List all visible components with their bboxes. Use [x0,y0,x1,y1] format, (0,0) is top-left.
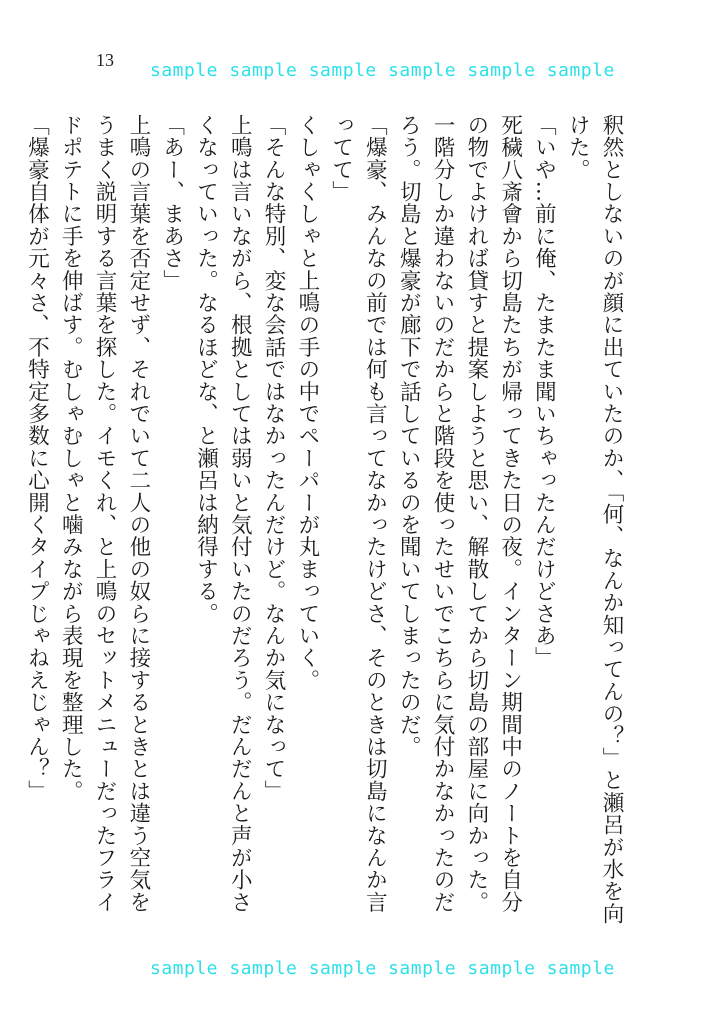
paragraph: 上鳴の言葉を否定せず、それでいて二人の他の奴らに接するときとは違う空気をうまく説明する言葉を探した。イモくれ、と上鳴のセットメニューだったフライドポテトに手を伸ばす。むしゃむしゃと噛みながら表現を整理した。 [58,114,151,914]
sample-watermark-top: sample sample sample sample sample sample [150,60,615,81]
paragraph: 上鳴は言いながら、根拠としては弱いと気付いたのだろう。だんだんと声が小さくなっていった。なるほどな、と瀬呂は納得する。 [193,114,253,914]
paragraph: 「いや…前に俺、たまたま聞いちゃったんだけどさあ」 [531,114,557,669]
paragraph: 「そんな特別、変な会話ではなかったんだけど。なんか気になって」 [261,114,287,803]
paragraph: 「爆豪、みんなの前では何も言ってなかったけどさ、そのときは切島になんか言ってて」 [328,114,388,914]
paragraph: 死穢八斎會から切島たちが帰ってきた日の夜。インターン期間中のノートを自分の物でよければ貸すと提案しようと思い、解散してから切島の部屋に向かった。一階分しか違わないのだからと階段を使ったせいでこちらに気付かなかったのだろう。切島と爆豪が廊下で話しているのを聞いてしまったのだ。 [396,114,523,914]
novel-body-text [24,114,628,934]
paragraph: 「爆豪自体が元々さ、不特定多数に心開くタイプじゃねえじゃん？」 [24,114,50,803]
sample-watermark-bottom: sample sample sample sample sample sample [150,958,615,979]
paragraph: 「あー、まあさ」 [159,114,185,292]
paragraph: 釈然としないのが顔に出ていたのか、「何、なんか知ってんの？」と瀬呂が水を向けた。 [565,114,624,925]
page-number: 13 [96,50,114,70]
paragraph: くしゃくしゃと上鳴の手の中でペーパーが丸まっていく。 [294,114,320,692]
